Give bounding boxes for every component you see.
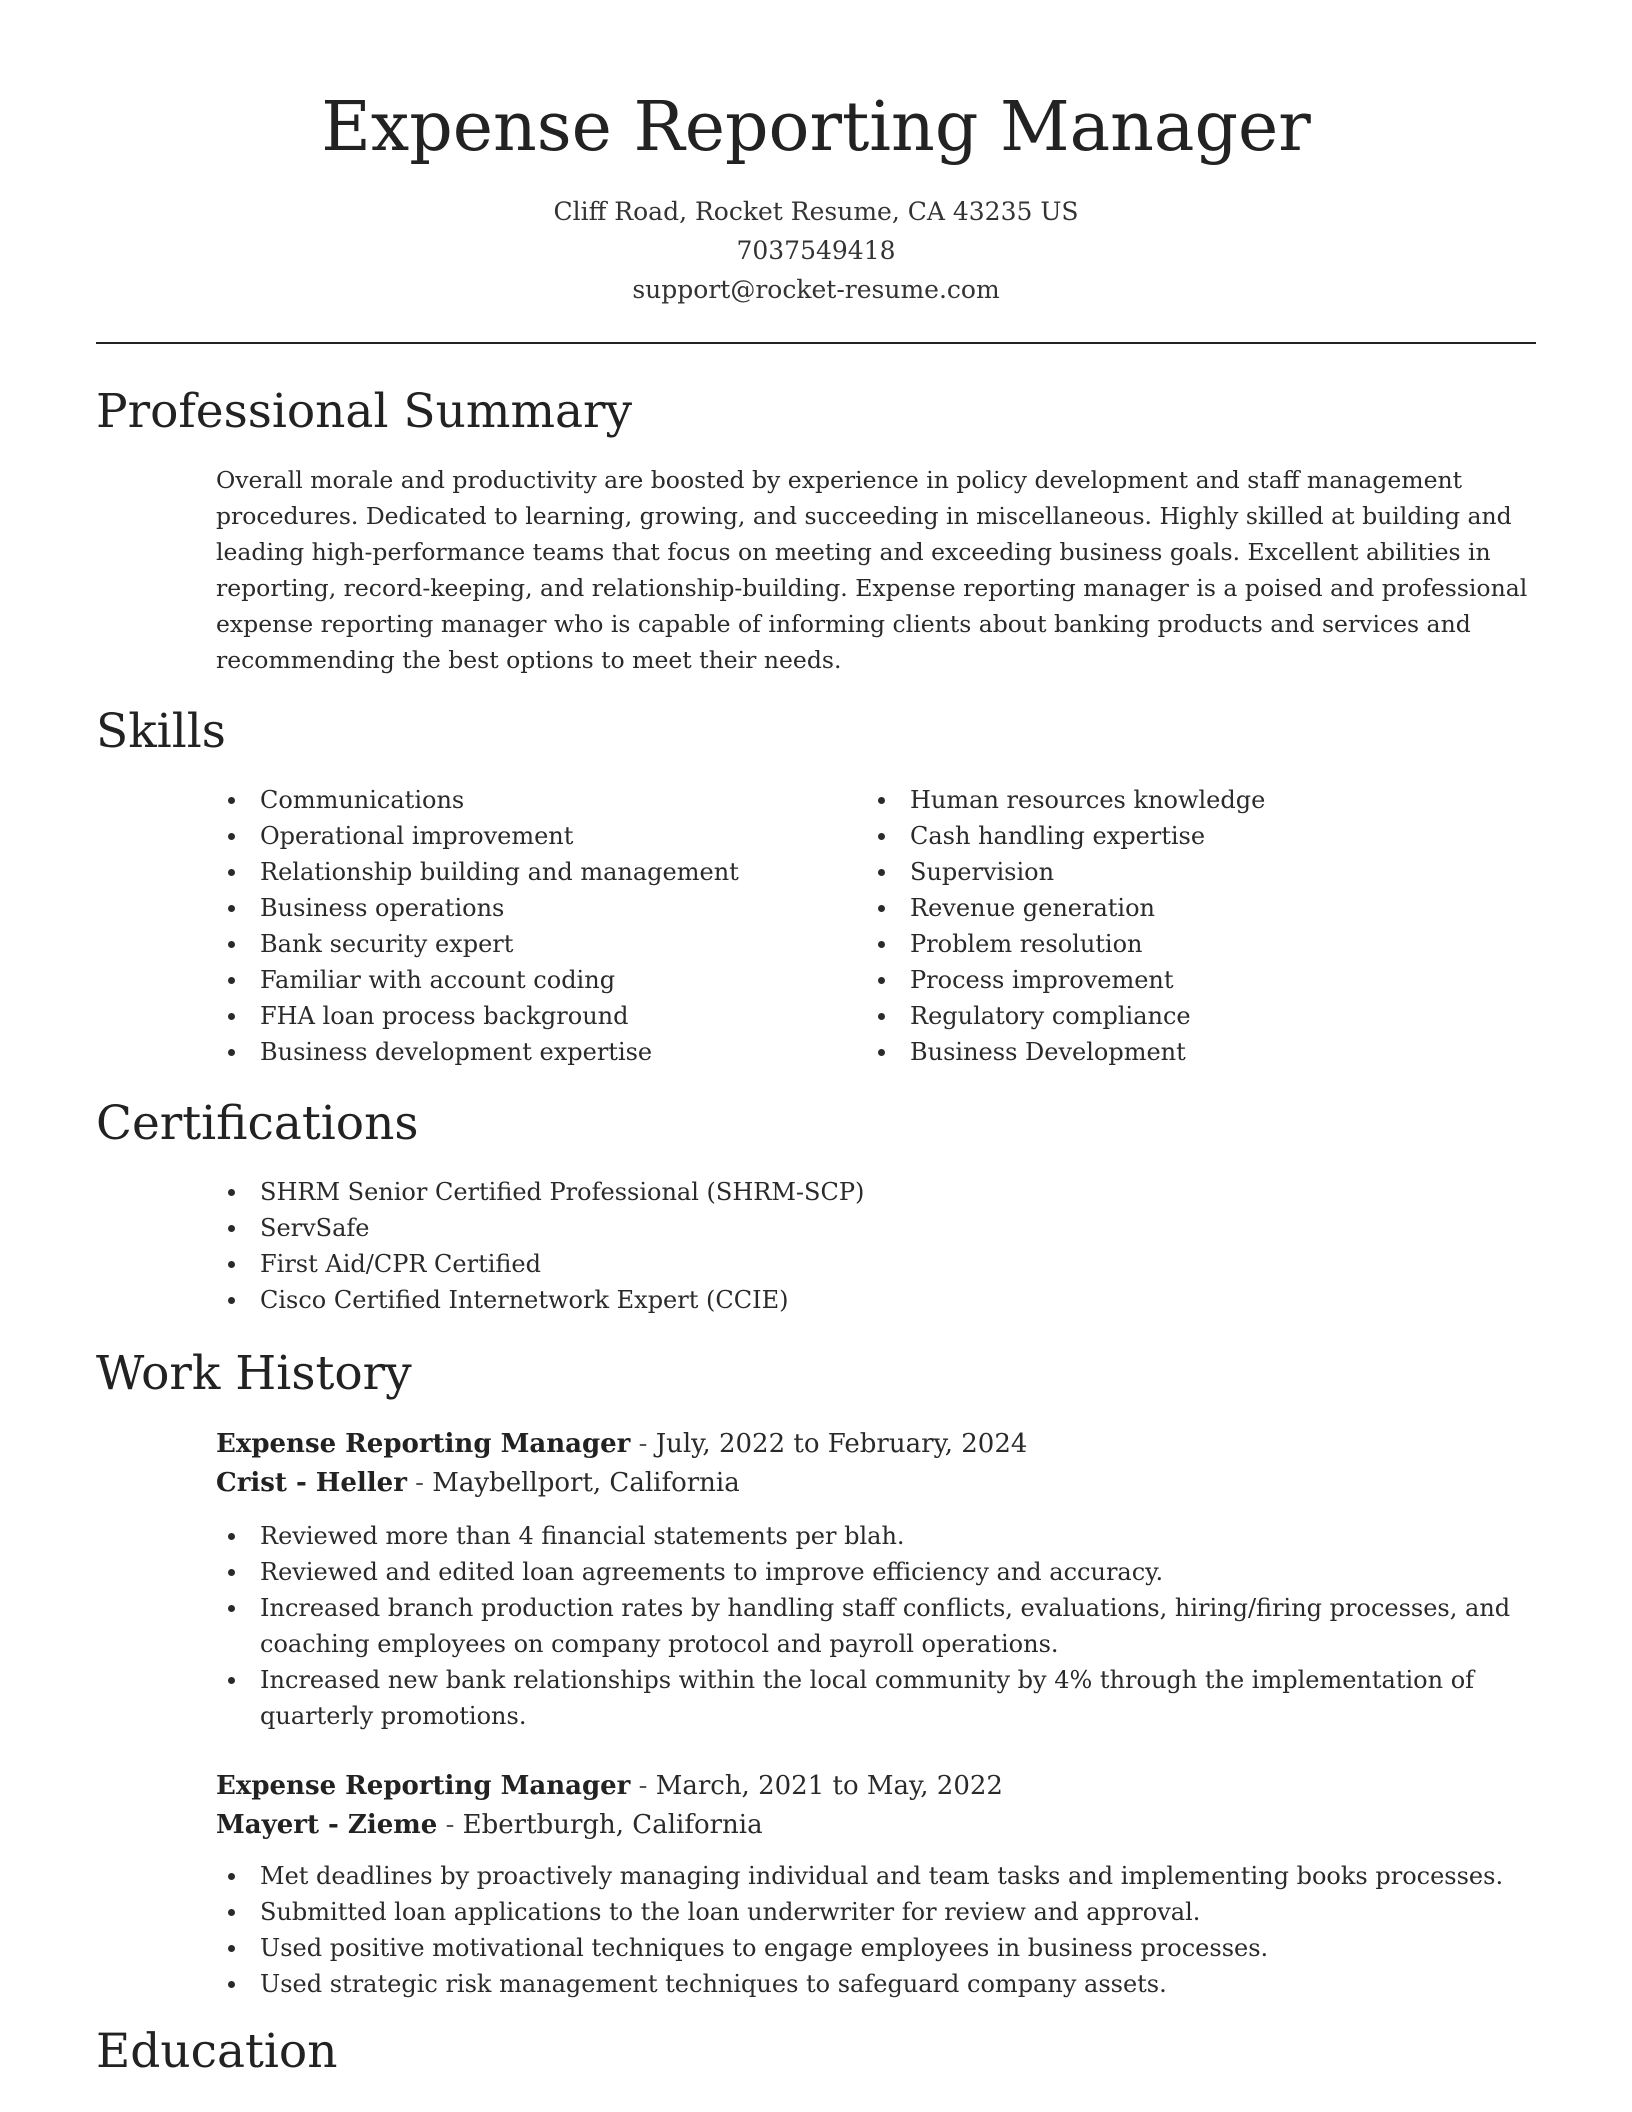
certifications-list (216, 1174, 1546, 1318)
summary-text: Overall morale and productivity are boosted by experience in policy development and staff management procedures. Dedicated to learning, growing, and succeeding in miscellaneous. Highly skilled at building and leading high-performance teams that focus on meeting and exceeding business goals. Excellent abilities in reporting, record-keeping, and relationship-building. Expense reporting manager is a poised and professional expense reporting manager who is capable of informing clients about banking products and services and recommending the best options to meet their needs. (216, 466, 1528, 674)
list-item: Problem resolution (866, 926, 1546, 962)
contact-phone: 7037549418 (736, 236, 896, 265)
job-2-dates: March, 2021 to May, 2022 (655, 1771, 1003, 1801)
list-item: Reviewed more than 4 financial statements per blah. (216, 1518, 1546, 1554)
contact-address: Cliff Road, Rocket Resume, CA 43235 US (553, 197, 1079, 226)
list-item: ServSafe (216, 1210, 1546, 1246)
list-item: Regulatory compliance (866, 998, 1546, 1034)
job-2-location: Ebertburgh, California (462, 1810, 763, 1840)
employer-separator: - (406, 1468, 433, 1498)
list-item: Met deadlines by proactively managing individual and team tasks and implementing books processes. (216, 1858, 1546, 1894)
title-separator: - (630, 1429, 656, 1459)
job-2-title: Expense Reporting Manager (216, 1771, 631, 1801)
header-divider (96, 342, 1536, 344)
job-1-title: Expense Reporting Manager (216, 1429, 631, 1459)
list-item: First Aid/CPR Certified (216, 1246, 1546, 1282)
list-item: Increased new bank relationships within the local community by 4% through the implementation of quarterly promotions. (216, 1662, 1546, 1734)
list-item: Operational improvement (216, 818, 836, 854)
job-1-employer: Crist - Heller (216, 1468, 407, 1498)
list-item: Submitted loan applications to the loan underwriter for review and approval. (216, 1894, 1546, 1930)
list-item: Process improvement (866, 962, 1546, 998)
list-item: Increased branch production rates by handling staff conflicts, evaluations, hiring/firing processes, and coaching employees on company protocol and payroll operations. (216, 1590, 1546, 1662)
resume-name: Expense Reporting Manager (321, 88, 1311, 167)
job-2-employer: Mayert - Zieme (216, 1810, 438, 1840)
title-separator: - (630, 1771, 656, 1801)
job-1-employer-line (216, 1463, 740, 1503)
list-item: Business operations (216, 890, 836, 926)
list-item: Familiar with account coding (216, 962, 836, 998)
job-1-dates: July, 2022 to February, 2024 (655, 1429, 1028, 1459)
skills-list-right (866, 782, 1546, 1070)
list-item: Business development expertise (216, 1034, 836, 1070)
job-2-bullets (216, 1858, 1546, 2002)
list-item: Business Development (866, 1034, 1546, 1070)
list-item: Cisco Certified Internetwork Expert (CCIE) (216, 1282, 1546, 1318)
list-item: SHRM Senior Certified Professional (SHRM-SCP) (216, 1174, 1546, 1210)
list-item: Relationship building and management (216, 854, 836, 890)
job-1-location: Maybellport, California (432, 1468, 740, 1498)
list-item: Used positive motivational techniques to engage employees in business processes. (216, 1930, 1546, 1966)
list-item: Reviewed and edited loan agreements to improve efficiency and accuracy. (216, 1554, 1546, 1590)
list-item: Revenue generation (866, 890, 1546, 926)
employer-separator: - (437, 1810, 463, 1840)
list-item: Bank security expert (216, 926, 836, 962)
education-heading: Education (96, 2024, 338, 2079)
list-item: Cash handling expertise (866, 818, 1546, 854)
list-item: Used strategic risk management techniques to safeguard company assets. (216, 1966, 1546, 2002)
job-2-employer-line (216, 1805, 763, 1845)
work-history-heading: Work History (96, 1346, 412, 1401)
list-item: Human resources knowledge (866, 782, 1546, 818)
job-2-title-line (216, 1766, 1003, 1806)
job-1-bullets (216, 1518, 1546, 1734)
contact-email: support@rocket-resume.com (632, 275, 1000, 304)
list-item: Communications (216, 782, 836, 818)
skills-list-left (216, 782, 836, 1070)
contact-block (0, 192, 1632, 309)
skills-heading: Skills (96, 704, 226, 759)
list-item: FHA loan process background (216, 998, 836, 1034)
summary-heading: Professional Summary (96, 384, 633, 439)
job-1-title-line (216, 1424, 1027, 1464)
list-item: Supervision (866, 854, 1546, 890)
certifications-heading: Certifications (96, 1096, 419, 1151)
